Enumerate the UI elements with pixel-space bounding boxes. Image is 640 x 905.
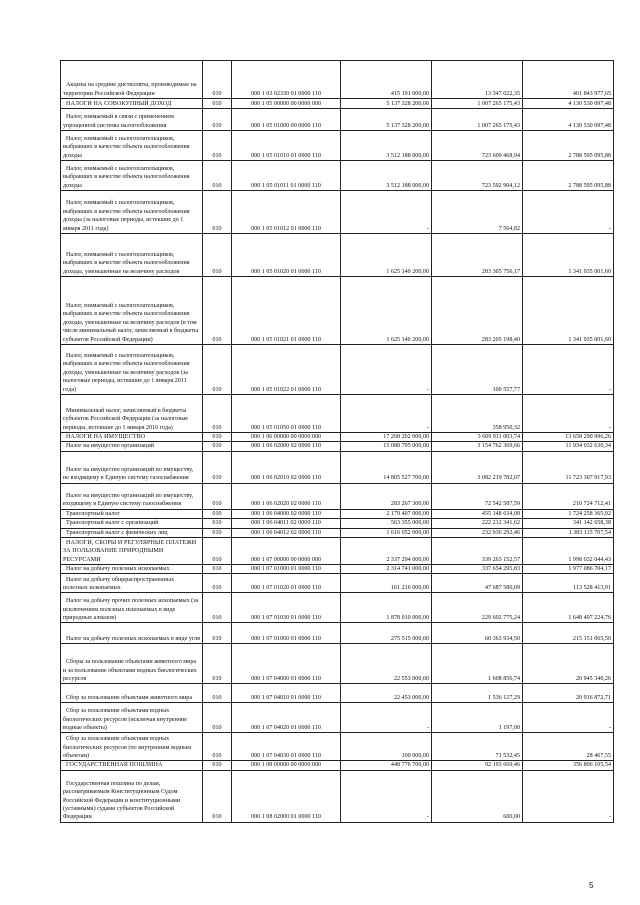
row-plan-cell: 3 512 188 000,00	[341, 161, 432, 191]
row-plan-cell: 22 553 000,00	[341, 644, 432, 684]
row-fact-cell: 222 212 341,62	[432, 519, 523, 528]
row-fact-cell: 283 305 756,17	[432, 234, 523, 277]
row-code-cell: 010	[203, 528, 232, 537]
row-plan-cell: -	[341, 191, 432, 234]
row-kbk-cell: 000 1 07 04010 01 0000 110	[232, 684, 341, 703]
row-plan-cell: 563 355 000,00	[341, 519, 432, 528]
row-kbk-cell: 000 1 07 04000 01 0000 110	[232, 644, 341, 684]
table-row	[61, 593, 614, 623]
row-plan-cell: 415 191 000,00	[341, 61, 432, 99]
row-kbk-cell: 000 1 07 01060 01 0000 110	[232, 623, 341, 644]
row-name-text: Налог, взимаемый в связи с применением упрощенной системы налогообложения	[63, 114, 174, 129]
row-plan-cell: 2 179 407 000,00	[341, 509, 432, 518]
row-kbk-cell: 000 1 08 02000 01 0000 110	[232, 770, 341, 822]
row-plan-cell: 100 000,00	[341, 733, 432, 761]
table-row	[61, 770, 614, 822]
row-plan-cell: 275 515 000,00	[341, 623, 432, 644]
row-code-cell: 010	[203, 433, 232, 442]
row-kbk-cell: 000 1 05 01011 01 0000 110	[232, 161, 341, 191]
table-row	[61, 442, 614, 451]
row-kbk-cell: 000 1 05 01021 01 0000 110	[232, 277, 341, 345]
row-fact-cell: 100 557,77	[432, 345, 523, 395]
row-code-cell: 010	[203, 277, 232, 345]
row-name-text: Налог на добычу прочих полезных ископаемых (за исключением полезных ископаемых в виде природных алмазов)	[63, 598, 199, 622]
row-rest-cell: 2 788 595 095,88	[523, 161, 614, 191]
row-plan-cell: 1 878 010 000,00	[341, 593, 432, 623]
row-name-cell	[61, 99, 203, 109]
row-name-text: Налог, взимаемый с налогоплательщиков, выбравших в качестве объекта налогообложения доходы, уменьшенные на величину расходов (в том числе минимальный налог, зачисляемый в бюджеты субъектов Российской Федерации)	[63, 302, 199, 343]
row-rest-cell: 401 843 977,65	[523, 61, 614, 99]
row-rest-cell: 2 788 595 095,88	[523, 131, 614, 161]
row-name-cell	[61, 593, 203, 623]
row-name-text: Минимальный налог, зачисляемый в бюджеты субъектов Российской Федерации (за налоговые периоды, истекшие до 1 января 2016 года)	[63, 407, 189, 431]
row-rest-cell: -	[523, 770, 614, 822]
report-table-body	[61, 61, 614, 823]
row-name-cell	[61, 131, 203, 161]
row-rest-cell: 28 467,55	[523, 733, 614, 761]
table-row	[61, 761, 614, 770]
row-kbk-cell: 000 1 05 01010 01 0000 110	[232, 131, 341, 161]
row-rest-cell: 1 383 115 707,54	[523, 528, 614, 537]
row-rest-cell: -	[523, 703, 614, 733]
row-fact-cell: 1 608 856,74	[432, 644, 523, 684]
row-fact-cell: 7 564,82	[432, 191, 523, 234]
row-name-text: ГОСУДАРСТВЕННАЯ ПОШЛИНА	[66, 762, 163, 769]
row-kbk-cell: 000 1 06 00000 00 0000 000	[232, 433, 341, 442]
row-name-cell	[61, 433, 203, 442]
row-kbk-cell: 000 1 05 00000 00 0000 000	[232, 99, 341, 109]
row-rest-cell: 13 658 290 996,26	[523, 433, 614, 442]
row-kbk-cell: 000 1 06 04011 02 0000 110	[232, 519, 341, 528]
table-row	[61, 528, 614, 537]
row-kbk-cell: 000 1 05 01012 01 0000 110	[232, 191, 341, 234]
row-code-cell: 010	[203, 442, 232, 451]
row-rest-cell: 1 977 086 704,17	[523, 565, 614, 574]
row-kbk-cell: 000 1 06 02010 02 0000 110	[232, 451, 341, 483]
row-name-text: Налог, взимаемый с налогоплательщиков, выбравших в качестве объекта налогообложения доходы (за налоговые периоды, истекшие до 1 января 2011 года)	[63, 200, 190, 232]
row-kbk-cell: 000 1 07 04020 01 0000 110	[232, 703, 341, 733]
row-fact-cell: 283 205 198,40	[432, 277, 523, 345]
row-name-cell	[61, 395, 203, 433]
row-plan-cell: -	[341, 345, 432, 395]
table-row	[61, 703, 614, 733]
row-name-cell	[61, 109, 203, 131]
row-fact-cell: 455 148 634,08	[432, 509, 523, 518]
row-plan-cell: 2 314 741 000,00	[341, 565, 432, 574]
row-name-text: Налог на имущество организаций по имуществу, не входящему в Единую систему газоснабжения	[63, 467, 194, 482]
row-rest-cell: 210 724 712,41	[523, 483, 614, 509]
row-code-cell: 010	[203, 451, 232, 483]
row-code-cell: 010	[203, 99, 232, 109]
row-rest-cell: 1 998 032 044,43	[523, 538, 614, 565]
row-plan-cell: -	[341, 395, 432, 433]
row-name-cell	[61, 61, 203, 99]
row-fact-cell: 3 154 762 369,66	[432, 442, 523, 451]
report-table-container	[60, 60, 611, 823]
row-name-text: Налог, взимаемый с налогоплательщиков, выбравших в качестве объекта налогообложения доходы	[63, 165, 190, 189]
row-name-text: Сборы за пользование объектами животного мира и за пользование объектами водных биологических ресурсов	[63, 659, 197, 683]
row-code-cell: 010	[203, 684, 232, 703]
row-name-text: Налог на добычу полезных ископаемых	[66, 566, 170, 573]
row-name-cell	[61, 451, 203, 483]
row-name-text: Налог на добычу общераспространенных полезных ископаемых	[63, 576, 175, 592]
row-code-cell: 010	[203, 509, 232, 518]
row-fact-cell: 3 082 219 782,07	[432, 451, 523, 483]
table-row	[61, 565, 614, 574]
table-row	[61, 99, 614, 109]
row-kbk-cell: 000 1 08 00000 00 0000 000	[232, 761, 341, 770]
table-row	[61, 538, 614, 565]
row-code-cell: 010	[203, 61, 232, 99]
row-name-text: Сбор за пользование объектами животного мира	[66, 695, 193, 702]
row-plan-cell: 448 776 700,00	[341, 761, 432, 770]
row-rest-cell: -	[523, 191, 614, 234]
row-name-cell	[61, 538, 203, 565]
row-kbk-cell: 000 1 06 02000 02 0000 110	[232, 442, 341, 451]
row-kbk-cell: 000 1 07 01030 01 0000 110	[232, 593, 341, 623]
page-number: 5	[589, 881, 594, 890]
row-name-cell	[61, 191, 203, 234]
table-row	[61, 345, 614, 395]
row-fact-cell: 1 536 127,29	[432, 684, 523, 703]
table-row	[61, 623, 614, 644]
row-name-cell	[61, 277, 203, 345]
row-rest-cell: 20 916 872,71	[523, 684, 614, 703]
row-name-text: Сбор за пользование объектами водных биологических ресурсов (по внутренним водным объектам)	[63, 736, 192, 760]
row-code-cell: 010	[203, 395, 232, 433]
row-fact-cell: 1 007 265 175,43	[432, 109, 523, 131]
row-name-cell	[61, 483, 203, 509]
row-name-cell	[61, 509, 203, 518]
row-kbk-cell: 000 1 07 01000 01 0000 110	[232, 565, 341, 574]
row-name-cell	[61, 528, 203, 537]
row-plan-cell: 22 453 000,00	[341, 684, 432, 703]
row-name-text: Налог, взимаемый с налогоплательщиков, выбравших в качестве объекта налогообложения доходы, уменьшенные на величину расходов (за налоговые периоды, истекшие до 1 января 2011 года)	[63, 352, 190, 393]
row-rest-cell: 1 341 935 001,60	[523, 277, 614, 345]
row-code-cell: 010	[203, 733, 232, 761]
row-kbk-cell: 000 1 05 01000 00 0000 110	[232, 109, 341, 131]
row-fact-cell: 723 592 904,12	[432, 161, 523, 191]
row-fact-cell: 60 363 934,50	[432, 623, 523, 644]
row-kbk-cell: 000 1 05 01020 01 0000 110	[232, 234, 341, 277]
row-rest-cell: -	[523, 395, 614, 433]
row-kbk-cell: 000 1 03 02330 01 0000 110	[232, 61, 341, 99]
row-code-cell: 010	[203, 538, 232, 565]
table-row	[61, 395, 614, 433]
table-row	[61, 684, 614, 703]
table-row	[61, 519, 614, 528]
row-plan-cell: 1 616 052 000,00	[341, 528, 432, 537]
row-name-text: Налог, взимаемый с налогоплательщиков, выбравших в качестве объекта налогообложения доходы	[63, 135, 190, 159]
row-kbk-cell: 000 1 05 01050 01 0000 110	[232, 395, 341, 433]
row-name-cell	[61, 574, 203, 593]
row-fact-cell: 229 602 775,24	[432, 593, 523, 623]
row-code-cell: 010	[203, 623, 232, 644]
row-kbk-cell: 000 1 06 04000 02 0000 110	[232, 509, 341, 518]
row-name-cell	[61, 761, 203, 770]
row-name-text: Транспортный налог с физических лиц	[66, 529, 168, 536]
row-code-cell: 010	[203, 761, 232, 770]
row-code-cell: 010	[203, 593, 232, 623]
row-name-text: НАЛОГИ НА СОВОКУПНЫЙ ДОХОД	[66, 100, 172, 107]
row-code-cell: 010	[203, 483, 232, 509]
row-rest-cell: -	[523, 345, 614, 395]
row-name-cell	[61, 519, 203, 528]
row-kbk-cell: 000 1 07 04030 01 0000 110	[232, 733, 341, 761]
table-row	[61, 109, 614, 131]
row-name-cell	[61, 161, 203, 191]
row-kbk-cell: 000 1 06 02020 02 0000 110	[232, 483, 341, 509]
row-name-cell	[61, 565, 203, 574]
row-rest-cell: 1 648 407 224,76	[523, 593, 614, 623]
row-code-cell: 010	[203, 191, 232, 234]
row-plan-cell: 3 512 188 000,00	[341, 131, 432, 161]
row-name-text: Акцизы на средние дистилляты, производимые на территории Российской Федерации	[63, 82, 197, 97]
row-plan-cell: 17 268 202 000,00	[341, 433, 432, 442]
row-code-cell: 010	[203, 234, 232, 277]
table-row	[61, 131, 614, 161]
row-name-cell	[61, 733, 203, 761]
table-row	[61, 733, 614, 761]
row-name-cell	[61, 684, 203, 703]
row-plan-cell: -	[341, 770, 432, 822]
row-fact-cell: 339 263 152,57	[432, 538, 523, 565]
row-name-text: Налог на добычу полезных ископаемых в виде угля	[66, 636, 200, 643]
row-code-cell: 010	[203, 345, 232, 395]
row-name-cell	[61, 623, 203, 644]
row-name-text: НАЛОГИ НА ИМУЩЕСТВО	[66, 434, 146, 440]
row-fact-cell: 3 609 911 003,74	[432, 433, 523, 442]
row-fact-cell: 232 936 292,46	[432, 528, 523, 537]
row-plan-cell: 14 805 527 700,00	[341, 451, 432, 483]
row-fact-cell: 1 007 265 175,43	[432, 99, 523, 109]
row-kbk-cell: 000 1 06 04012 02 0000 110	[232, 528, 341, 537]
table-row	[61, 277, 614, 345]
table-row	[61, 433, 614, 442]
row-name-text: Налог на имущество организаций по имуществу, входящему в Единую систему газоснабжения	[63, 493, 194, 508]
row-rest-cell: 11 723 307 917,93	[523, 451, 614, 483]
row-fact-cell: 1 197,00	[432, 703, 523, 733]
table-row	[61, 61, 614, 99]
row-name-cell	[61, 442, 203, 451]
row-fact-cell: 92 193 669,46	[432, 761, 523, 770]
row-code-cell: 010	[203, 131, 232, 161]
row-code-cell: 010	[203, 644, 232, 684]
table-row	[61, 191, 614, 234]
row-code-cell: 010	[203, 574, 232, 593]
table-row	[61, 509, 614, 518]
row-kbk-cell: 000 1 07 00000 00 0000 000	[232, 538, 341, 565]
row-plan-cell: 283 267 300,00	[341, 483, 432, 509]
row-plan-cell: 2 337 294 000,00	[341, 538, 432, 565]
row-fact-cell: 72 542 587,59	[432, 483, 523, 509]
row-code-cell: 010	[203, 770, 232, 822]
row-rest-cell: 215 151 065,50	[523, 623, 614, 644]
row-rest-cell: 20 945 340,26	[523, 644, 614, 684]
row-fact-cell: 13 347 022,35	[432, 61, 523, 99]
table-row	[61, 483, 614, 509]
row-name-text: Государственная пошлина по делам, рассматриваемым Конституционным Судом Российской Федерации и конституционными (уставными) судами субъектов Российской Федерации	[63, 780, 181, 821]
row-plan-cell: 5 137 328 200,00	[341, 99, 432, 109]
row-plan-cell: 1 625 140 200,00	[341, 234, 432, 277]
row-name-text: Налог на имущество организаций	[66, 443, 154, 450]
row-code-cell: 010	[203, 519, 232, 528]
row-name-cell	[61, 770, 203, 822]
table-row	[61, 574, 614, 593]
row-rest-cell: 1 724 258 365,92	[523, 509, 614, 518]
row-code-cell: 010	[203, 565, 232, 574]
row-name-cell	[61, 644, 203, 684]
row-rest-cell: 4 130 530 097,48	[523, 109, 614, 131]
row-name-text: Транспортный налог с организаций	[66, 520, 159, 527]
row-rest-cell: 356 806 105,54	[523, 761, 614, 770]
row-rest-cell: 1 341 935 001,60	[523, 234, 614, 277]
row-plan-cell: -	[341, 703, 432, 733]
row-code-cell: 010	[203, 703, 232, 733]
row-name-text: Транспортный налог	[66, 510, 120, 517]
table-row	[61, 451, 614, 483]
row-fact-cell: 600,00	[432, 770, 523, 822]
table-row	[61, 234, 614, 277]
row-name-cell	[61, 345, 203, 395]
table-row	[61, 644, 614, 684]
row-name-cell	[61, 234, 203, 277]
income-report-table	[60, 60, 614, 823]
row-fact-cell: 47 687 586,09	[432, 574, 523, 593]
row-name-cell	[61, 703, 203, 733]
row-name-text: Налог, взимаемый с налогоплательщиков, выбравших в качестве объекта налогообложения доходы, уменьшенные на величину расходов	[63, 251, 190, 275]
row-rest-cell: 341 142 658,38	[523, 519, 614, 528]
row-kbk-cell: 000 1 07 01020 01 0000 110	[232, 574, 341, 593]
row-code-cell: 010	[203, 161, 232, 191]
row-fact-cell: 337 654 295,83	[432, 565, 523, 574]
row-code-cell: 010	[203, 109, 232, 131]
row-fact-cell: 723 600 468,94	[432, 131, 523, 161]
row-rest-cell: 113 528 413,91	[523, 574, 614, 593]
row-plan-cell: 15 088 795 000,00	[341, 442, 432, 451]
row-kbk-cell: 000 1 05 01022 01 0000 110	[232, 345, 341, 395]
row-name-text: НАЛОГИ, СБОРЫ И РЕГУЛЯРНЫЕ ПЛАТЕЖИ ЗА ПОЛЬЗОВАНИЕ ПРИРОДНЫМИ РЕСУРСАМИ	[63, 539, 197, 563]
table-row	[61, 161, 614, 191]
row-fact-cell: 71 532,45	[432, 733, 523, 761]
row-fact-cell: 358 950,32	[432, 395, 523, 433]
row-rest-cell: 11 934 032 630,34	[523, 442, 614, 451]
row-plan-cell: 5 137 328 200,00	[341, 109, 432, 131]
row-name-text: Сбор за пользование объектами водных биологических ресурсов (исключая внутренние водные объекты)	[63, 708, 187, 732]
row-plan-cell: 1 625 140 200,00	[341, 277, 432, 345]
row-plan-cell: 161 216 000,00	[341, 574, 432, 593]
row-rest-cell: 4 130 530 097,48	[523, 99, 614, 109]
